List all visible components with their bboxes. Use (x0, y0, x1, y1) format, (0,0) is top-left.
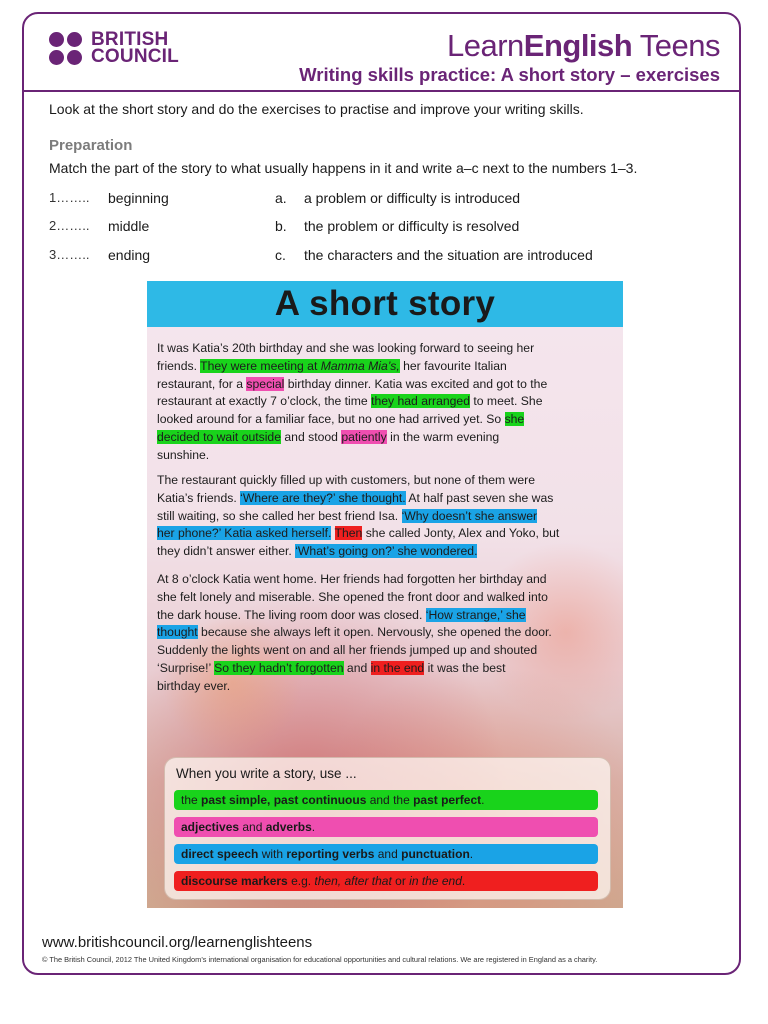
option-letter-c: c. (275, 247, 286, 263)
p3-line: thought because she always left it open. Nervously, she opened the door. (157, 625, 552, 640)
option-desc-b: the problem or difficulty is resolved (304, 218, 520, 234)
highlight-adverb: patiently (341, 429, 387, 444)
matching-row-1 (49, 190, 689, 210)
p3-line: At 8 o’clock Katia went home. Her friends had forgotten her birthday and (157, 572, 547, 586)
brand-english: English (523, 28, 633, 63)
learnenglish-teens-brand (447, 28, 720, 64)
option-desc-c: the characters and the situation are introduced (304, 247, 593, 263)
p2-line: they didn’t answer either. ‘What’s going on?’ she wondered. (157, 544, 478, 559)
intro-text: Look at the short story and do the exercises to practise and improve your writing skills. (49, 101, 584, 117)
p2-line: Katia’s friends. ‘Where are they?’ she thought. At half past seven she was (157, 490, 554, 505)
highlight-speech: ‘How strange,’ she (425, 607, 526, 622)
highlight-speech: thought (157, 625, 198, 640)
logo-line-2: COUNCIL (91, 46, 179, 67)
document-title: Writing skills practice: A short story – exercises (299, 64, 720, 85)
highlight-tense: they had arranged (371, 394, 470, 409)
answer-blank-3: 3…….. (49, 247, 90, 262)
option-letter-b: b. (275, 218, 287, 234)
tip-adjectives-adverbs: adjectives and adverbs. (174, 817, 598, 837)
tip-tenses: the past simple, past continuous and the past perfect. (174, 790, 598, 810)
writing-tips-box (164, 757, 611, 900)
p3-line: birthday ever. (157, 678, 231, 693)
british-council-logo (49, 29, 184, 72)
highlight-speech: ‘Where are they?’ she thought. (240, 490, 406, 505)
preparation-heading: Preparation (49, 137, 133, 154)
highlight-discourse-marker: in the end (370, 660, 425, 675)
story-paragraph-3 (157, 571, 616, 696)
highlight-tense: They were meeting at Mamma Mia’s, (200, 358, 400, 373)
answer-blank-1: 1…….. (49, 190, 90, 205)
brand-learn: Learn (446, 28, 524, 63)
highlight-discourse-marker: Then (334, 526, 363, 541)
footer-legal: © The British Council, 2012 The United Kingdom’s international organisation for educational opportunities and cultural relations. We are registered in England as a charity. (42, 955, 598, 964)
matching-row-2 (49, 218, 689, 238)
highlight-tense: decided to wait outside (157, 429, 281, 444)
poster-title: A short story (274, 284, 496, 323)
matching-row-3 (49, 247, 689, 267)
story-paragraph-1 (157, 340, 616, 465)
brand-teens: Teens (632, 28, 720, 63)
logo-line-1: BRITISH (91, 29, 169, 50)
p1-line: restaurant, for a special birthday dinner. Katia was excited and got to the (157, 376, 548, 391)
story-part-2: middle (108, 218, 150, 234)
p2-line: her phone?’ Katia asked herself. Then she called Jonty, Alex and Yoko, but (157, 526, 560, 541)
tips-heading: When you write a story, use ... (176, 766, 357, 781)
logo-text (91, 31, 179, 65)
logo-dots-icon (49, 32, 87, 66)
footer-url: www.britishcouncil.org/learnenglishteens (42, 934, 313, 951)
story-part-3: ending (108, 247, 151, 263)
tip-discourse-markers: discourse markers e.g. then, after that or in the end. (174, 871, 598, 891)
answer-blank-2: 2…….. (49, 218, 90, 233)
highlight-speech: ‘What’s going on?’ she wondered. (295, 544, 478, 559)
p1-line: restaurant at exactly 7 o’clock, the time they had arranged to meet. She (157, 394, 543, 409)
option-desc-a: a problem or difficulty is introduced (304, 190, 521, 206)
p3-line: the dark house. The living room door was closed. ‘How strange,’ she (157, 607, 526, 622)
story-part-1: beginning (108, 190, 169, 206)
p3-line: Suddenly the lights went on and all her friends jumped up and shouted (157, 643, 538, 658)
p1-line: sunshine. (157, 447, 210, 462)
highlight-tense: she (504, 412, 525, 427)
p3-line: ‘Surprise!’ So they hadn’t forgotten and in the end it was the best (157, 660, 506, 675)
option-letter-a: a. (275, 190, 287, 206)
highlight-adjective: special (246, 376, 285, 391)
p2-line: The restaurant quickly filled up with customers, but none of them were (157, 473, 535, 487)
preparation-instruction: Match the part of the story to what usually happens in it and write a–c next to the numbers 1–3. (49, 160, 638, 176)
highlight-speech: her phone?’ Katia asked herself. (157, 526, 332, 541)
highlight-tense: So they hadn’t forgotten (214, 660, 344, 675)
p1-line: decided to wait outside and stood patiently in the warm evening (157, 429, 500, 444)
p3-line: she felt lonely and miserable. She opened the front door and walked into (157, 589, 548, 604)
short-story-poster (147, 281, 623, 908)
p1-line: friends. They were meeting at Mamma Mia’s, her favourite Italian (157, 358, 507, 373)
p1-line: looked around for a familiar face, but no one had arrived yet. So she (157, 412, 525, 427)
p2-line: still waiting, so she called her best friend Isa. ‘Why doesn’t she answer (157, 508, 538, 523)
story-paragraph-2 (157, 472, 616, 561)
tip-direct-speech: direct speech with reporting verbs and punctuation. (174, 844, 598, 864)
header-divider (24, 90, 739, 92)
p1-line: It was Katia’s 20th birthday and she was looking forward to seeing her (157, 341, 535, 355)
highlight-speech: ‘Why doesn’t she answer (401, 508, 538, 523)
